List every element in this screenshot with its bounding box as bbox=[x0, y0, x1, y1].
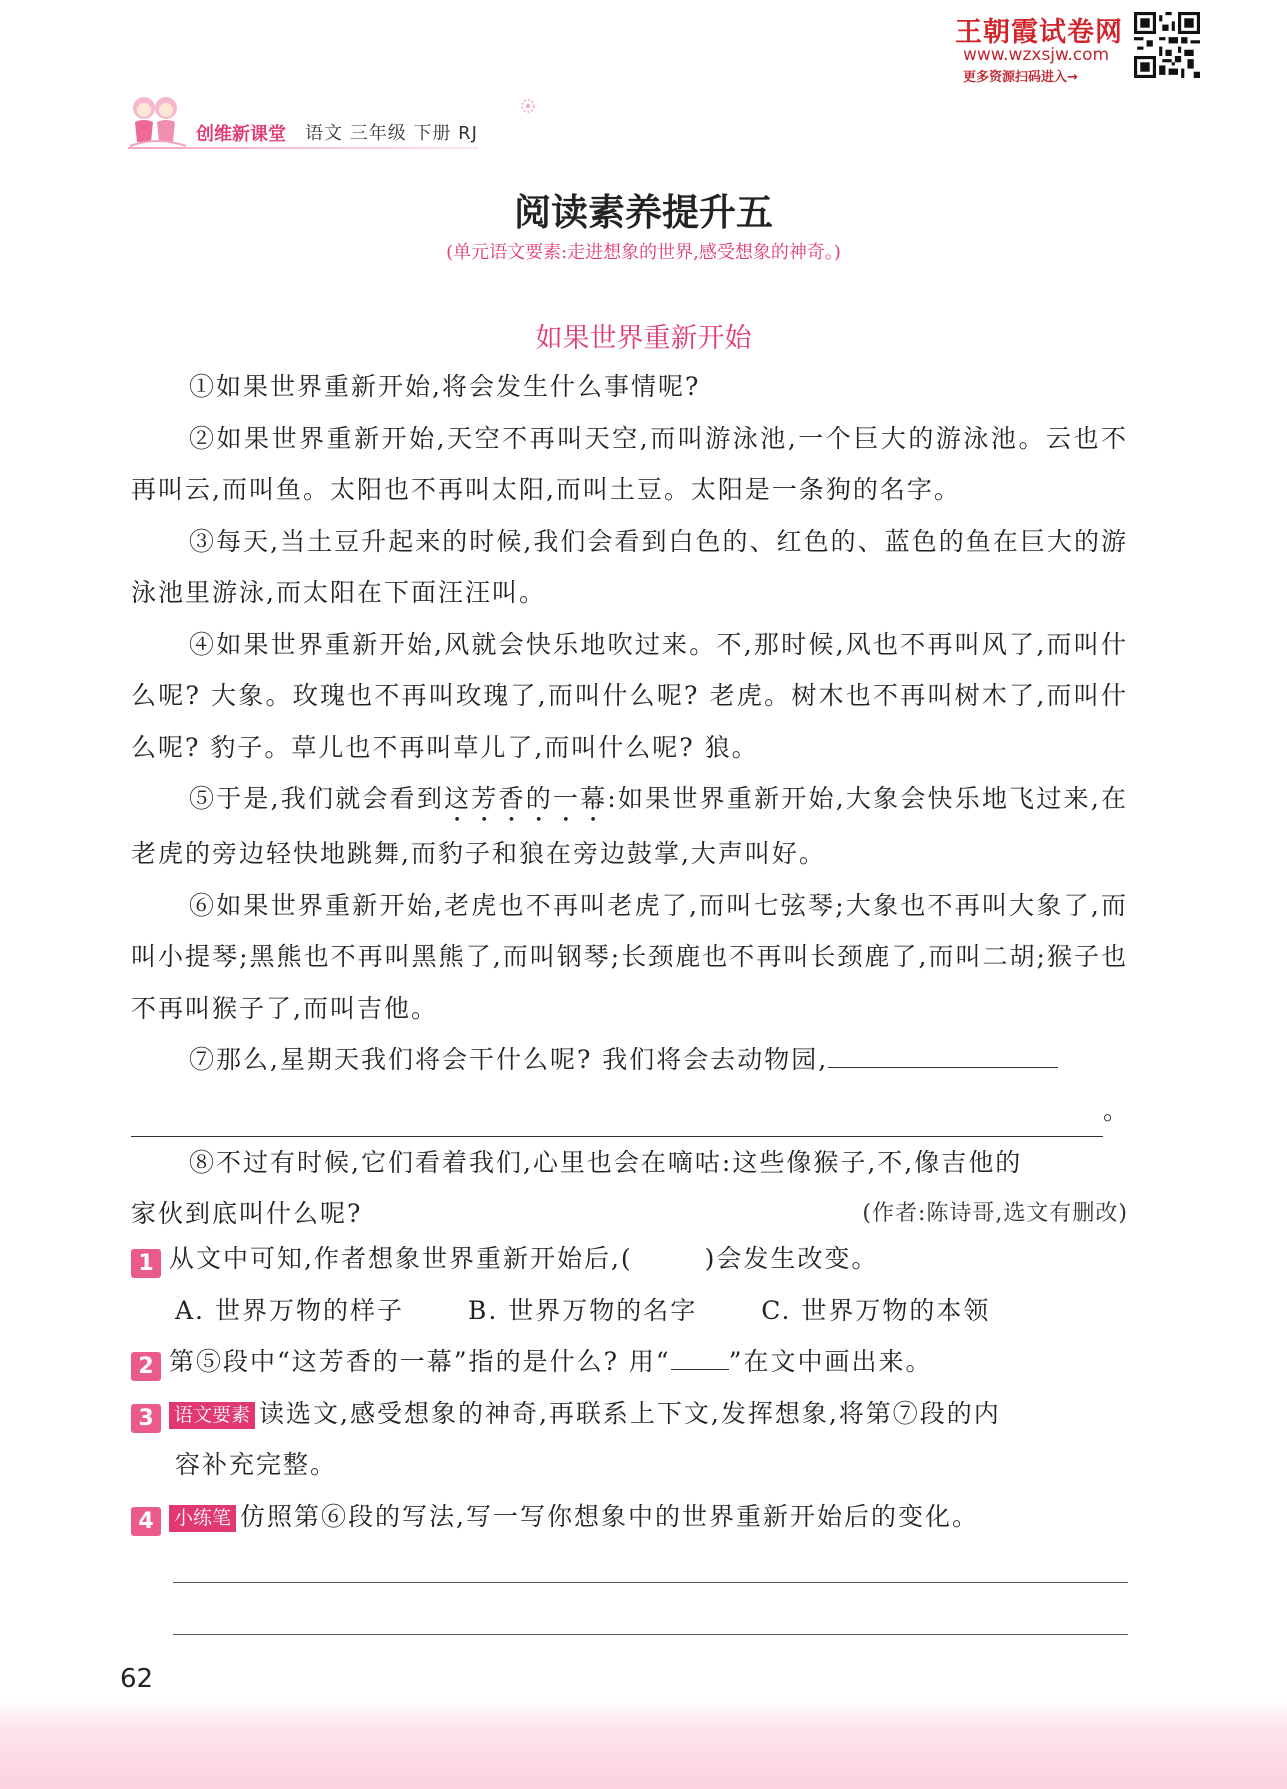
option-b[interactable]: B. 世界万物的名字 bbox=[467, 1295, 698, 1325]
brand-tip: 更多资源扫码进入→ bbox=[963, 70, 1078, 85]
question-2-text-start: 第⑤段中“这芳香的一幕”指的是什么? 用“ bbox=[169, 1347, 671, 1376]
paragraph-7-period: 。 bbox=[1102, 1096, 1128, 1125]
question-3-continuation: 容补充完整。 bbox=[175, 1450, 338, 1479]
question-number-badge: 4 bbox=[131, 1507, 161, 1536]
article-body bbox=[131, 361, 1128, 1240]
question-3 bbox=[131, 1388, 1128, 1440]
question-number-badge: 2 bbox=[131, 1352, 161, 1381]
questions bbox=[131, 1233, 1128, 1542]
page-title: 阅读素养提升五 bbox=[514, 191, 773, 234]
answer-line[interactable] bbox=[173, 1634, 1128, 1635]
question-4-text: 仿照第⑥段的写法,写一写你想象中的世界重新开始后的变化。 bbox=[240, 1501, 979, 1531]
paragraph-5 bbox=[131, 773, 1128, 880]
question-1-options bbox=[131, 1285, 1128, 1337]
underline-sample bbox=[671, 1351, 729, 1370]
paragraph-3: ③每天,当土豆升起来的时候,我们会看到白色的、红色的、蓝色的鱼在巨大的游泳池里游泳,而太阳在下面汪汪叫。 bbox=[131, 526, 1128, 607]
question-tag: 小练笔 bbox=[169, 1505, 236, 1532]
question-1 bbox=[131, 1233, 1128, 1285]
question-number-badge: 3 bbox=[131, 1404, 161, 1433]
question-tag: 语文要素 bbox=[169, 1402, 255, 1429]
paragraph-1: ①如果世界重新开始,将会发生什么事情呢? bbox=[189, 372, 701, 401]
paragraph-6: ⑥如果世界重新开始,老虎也不再叫老虎了,而叫七弦琴;大象也不再叫大象了,而叫小提琴;黑熊也不再叫黑熊了,而叫钢琴;长颈鹿也不再叫长颈鹿了,而叫二胡;猴子也不再叫猴子了,而叫吉他。 bbox=[131, 890, 1128, 1023]
paragraph-7 bbox=[131, 1034, 1128, 1086]
author-note: (作者:陈诗哥,选文有删改) bbox=[862, 1201, 1128, 1226]
paragraph-8-last-line bbox=[131, 1188, 1128, 1240]
question-1-text-end: )会发生改变。 bbox=[704, 1244, 879, 1273]
paragraph-2: ②如果世界重新开始,天空不再叫天空,而叫游泳池,一个巨大的游泳池。云也不再叫云,而叫鱼。太阳也不再叫太阳,而叫土豆。太阳是一条狗的名字。 bbox=[131, 423, 1128, 504]
paragraph-8-end: 家伙到底叫什么呢? bbox=[131, 1199, 363, 1228]
article-title: 如果世界重新开始 bbox=[535, 323, 752, 354]
paragraph-7-text: ⑦那么,星期天我们将会干什么呢? 我们将会去动物园, bbox=[189, 1045, 829, 1074]
option-a[interactable]: A. 世界万物的样子 bbox=[175, 1295, 404, 1325]
question-number-badge: 1 bbox=[131, 1249, 161, 1278]
answer-line[interactable] bbox=[173, 1582, 1128, 1583]
book-info: 语文 三年级 下册 RJ bbox=[305, 123, 478, 144]
question-4 bbox=[131, 1491, 1128, 1543]
fill-in-blank-line[interactable] bbox=[131, 1108, 1103, 1137]
question-2 bbox=[131, 1336, 1128, 1388]
paragraph-8: ⑧不过有时候,它们看着我们,心里也会在嘀咕:这些像猴子,不,像吉他的 bbox=[189, 1147, 1023, 1177]
kids-mascot-icon bbox=[124, 88, 190, 154]
series-name: 创维新课堂 bbox=[196, 124, 286, 145]
option-c[interactable]: C. 世界万物的本领 bbox=[761, 1295, 991, 1325]
question-1-text-start: 从文中可知,作者想象世界重新开始后,( bbox=[169, 1244, 633, 1273]
paragraph-7-continuation bbox=[131, 1086, 1128, 1137]
question-2-text-end: ”在文中画出来。 bbox=[728, 1347, 933, 1376]
unit-note: (单元语文要素:走进想象的世界,感受想象的神奇。) bbox=[446, 242, 841, 263]
header-divider bbox=[128, 147, 478, 149]
brand-title: 王朝霞试卷网 bbox=[955, 17, 1123, 48]
brand-url[interactable]: www.wzxsjw.com bbox=[963, 45, 1110, 65]
paragraph-5-end: :如果世界重新开始,大象会快乐地飞过来,在老虎的旁边轻快地跳舞,而豹子和狼在旁边鼓掌,大声叫好。 bbox=[131, 784, 1128, 868]
page-number: 62 bbox=[120, 1664, 154, 1694]
paragraph-4: ④如果世界重新开始,风就会快乐地吹过来。不,那时候,风也不再叫风了,而叫什么呢? 大象。玫瑰也不再叫玫瑰了,而叫什么呢? 老虎。树木也不再叫树木了,而叫什么呢? 豹子。草儿也不再叫草儿了,而叫什么呢? 狼。 bbox=[131, 629, 1128, 762]
sparkle-icon bbox=[518, 96, 538, 116]
fill-in-blank[interactable] bbox=[828, 1047, 1058, 1068]
footer-band bbox=[0, 1700, 1287, 1789]
qr-code-icon[interactable] bbox=[1134, 12, 1200, 78]
paragraph-5-start: ⑤于是,我们就会看到 bbox=[189, 784, 445, 813]
question-3-text: 读选文,感受想象的神奇,再联系上下文,发挥想象,将第⑦段的内 bbox=[259, 1398, 1001, 1428]
emphasized-phrase: 这芳香的一幕 bbox=[444, 784, 608, 813]
